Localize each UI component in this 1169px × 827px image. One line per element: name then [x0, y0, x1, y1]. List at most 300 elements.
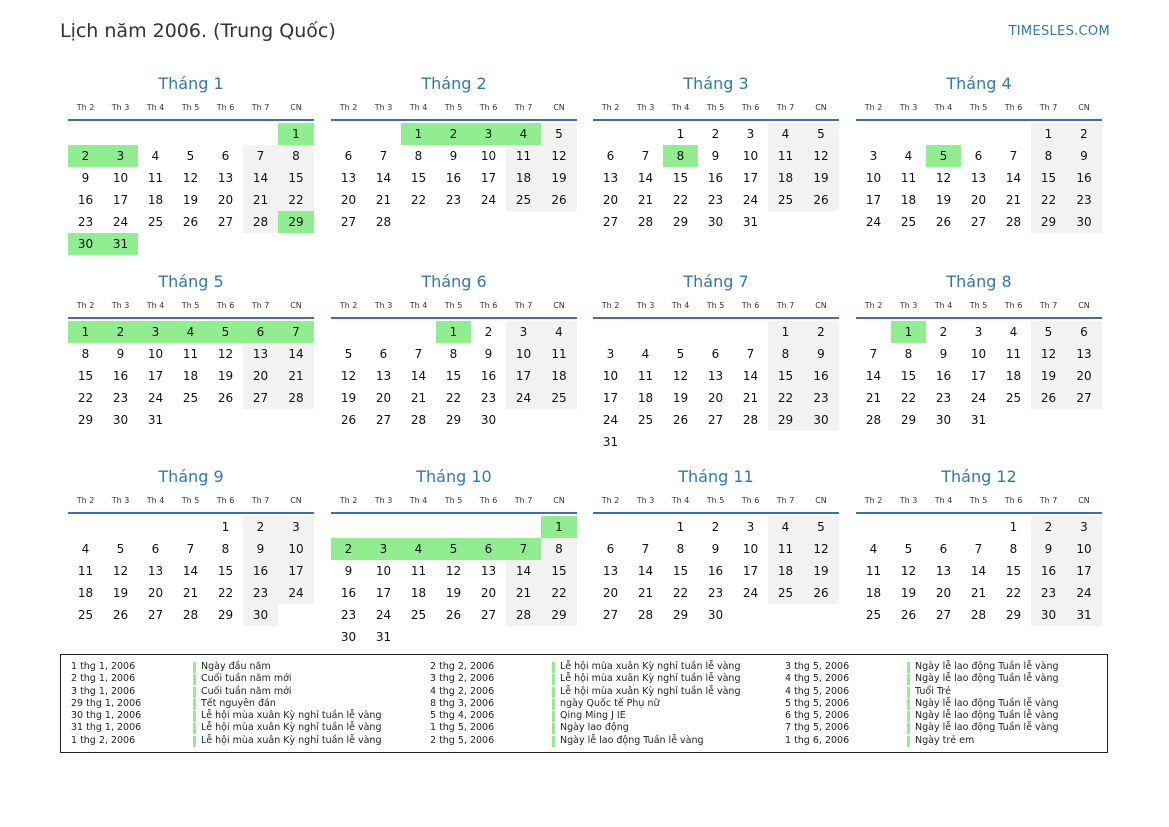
weekday-header [856, 297, 1102, 319]
weekday-label: Th 5 [706, 301, 725, 310]
day-cell: 23 [707, 586, 724, 600]
legend-item [785, 722, 1059, 734]
holiday-marker [193, 736, 196, 747]
empty-day-cell [628, 123, 663, 145]
day-cell: 10 [970, 347, 987, 361]
weekday-label: Th 2 [864, 301, 883, 310]
day-cell: 1 [676, 127, 685, 141]
holiday-marker [552, 674, 555, 685]
day-cell: 8 [81, 347, 90, 361]
weekday-label: Th 4 [409, 496, 428, 505]
day-cell: 13 [707, 369, 724, 383]
day-cell: 7 [869, 347, 878, 361]
day-cell: 11 [900, 171, 917, 185]
weekday-label: CN [290, 103, 302, 112]
day-cell: 17 [375, 586, 392, 600]
holiday-marker [552, 662, 555, 673]
day-cell: 18 [768, 167, 803, 189]
day-cell: 7 [746, 347, 755, 361]
week-row [68, 538, 314, 560]
day-cell: 23 [1031, 582, 1066, 604]
week-row [593, 365, 839, 387]
day-cell: 1 [68, 321, 103, 343]
day-cell: 8 [1031, 145, 1066, 167]
day-cell: 8 [449, 347, 458, 361]
legend-column [71, 661, 381, 747]
weekday-label: Th 7 [1039, 496, 1058, 505]
empty-day-cell [803, 604, 839, 626]
day-cell: 20 [147, 586, 164, 600]
weekday-label: CN [1078, 496, 1090, 505]
weekday-label: Th 3 [374, 496, 393, 505]
legend-item [785, 735, 1059, 747]
holiday-marker [193, 674, 196, 685]
day-cell: 18 [410, 586, 427, 600]
empty-day-cell [173, 409, 208, 431]
day-cell: 15 [77, 369, 94, 383]
empty-day-cell [961, 516, 996, 538]
day-cell: 25 [865, 608, 882, 622]
day-cell: 27 [147, 608, 164, 622]
day-cell: 4 [1009, 325, 1018, 339]
day-cell: 10 [742, 149, 759, 163]
holiday-name: Cuối tuần năm mới [201, 673, 292, 685]
day-cell: 13 [935, 564, 952, 578]
empty-day-cell [506, 211, 541, 233]
day-cell: 12 [112, 564, 129, 578]
day-cell: 11 [410, 564, 427, 578]
day-cell: 18 [900, 193, 917, 207]
holiday-date: 6 thg 5, 2006 [785, 710, 850, 722]
weekday-label: Th 7 [514, 496, 533, 505]
day-cell: 23 [112, 391, 129, 405]
day-cell: 9 [711, 149, 720, 163]
holiday-date: 1 thg 2, 2006 [71, 734, 136, 746]
day-cell: 6 [1066, 321, 1102, 343]
day-cell: 25 [77, 608, 94, 622]
day-cell: 10 [278, 538, 314, 560]
day-cell: 29 [672, 608, 689, 622]
day-cell: 15 [1031, 167, 1066, 189]
month-block [593, 73, 839, 233]
day-cell: 19 [935, 193, 952, 207]
holiday-name: Tết nguyên đán [201, 697, 276, 709]
holiday-marker [552, 711, 555, 722]
day-cell: 22 [217, 586, 234, 600]
empty-day-cell [663, 431, 698, 453]
empty-day-cell [401, 211, 436, 233]
weekday-label: Th 4 [671, 103, 690, 112]
weekday-label: Th 5 [444, 496, 463, 505]
month-block [593, 466, 839, 626]
weekday-label: Th 2 [339, 103, 358, 112]
weekday-label: Th 3 [636, 103, 655, 112]
day-cell: 29 [1031, 211, 1066, 233]
holiday-marker [907, 736, 910, 747]
weekday-label: Th 7 [251, 103, 270, 112]
holiday-date: 1 thg 6, 2006 [785, 734, 850, 746]
weekday-label: Th 5 [969, 103, 988, 112]
day-cell: 25 [147, 215, 164, 229]
weekday-label: Th 4 [146, 103, 165, 112]
legend-column [430, 661, 740, 747]
day-cell: 10 [506, 343, 541, 365]
weekday-label: Th 7 [1039, 103, 1058, 112]
day-cell: 23 [77, 215, 94, 229]
holiday-date: 3 thg 2, 2006 [430, 673, 495, 685]
week-row [856, 123, 1102, 145]
week-row [331, 321, 577, 343]
day-cell: 6 [939, 542, 948, 556]
day-cell: 10 [1066, 538, 1102, 560]
day-cell: 16 [340, 586, 357, 600]
month-block [331, 73, 577, 233]
day-cell: 3 [606, 347, 615, 361]
day-cell: 10 [147, 347, 164, 361]
week-row [331, 211, 577, 233]
day-cell: 21 [410, 391, 427, 405]
day-cell: 30 [707, 215, 724, 229]
month-block [856, 466, 1102, 626]
day-cell: 8 [1009, 542, 1018, 556]
day-cell: 15 [410, 171, 427, 185]
day-cell: 22 [278, 189, 314, 211]
day-cell: 13 [1066, 343, 1102, 365]
day-cell: 25 [541, 387, 577, 409]
day-cell: 26 [445, 608, 462, 622]
weekday-label: Th 3 [899, 103, 918, 112]
empty-day-cell [506, 516, 541, 538]
day-cell: 26 [935, 215, 952, 229]
day-cell: 28 [865, 413, 882, 427]
day-cell: 20 [707, 391, 724, 405]
empty-day-cell [401, 626, 436, 648]
month-name: Tháng 5 [158, 272, 224, 291]
weekday-label: Th 2 [76, 103, 95, 112]
week-row [593, 123, 839, 145]
day-cell: 27 [707, 413, 724, 427]
month-name: Tháng 4 [946, 74, 1012, 93]
day-cell: 18 [768, 560, 803, 582]
empty-day-cell [926, 123, 961, 145]
day-cell: 31 [1066, 604, 1102, 626]
day-cell: 6 [243, 321, 278, 343]
weekday-label: Th 4 [934, 496, 953, 505]
holiday-date: 31 thg 1, 2006 [71, 722, 142, 734]
day-cell: 14 [410, 369, 427, 383]
day-cell: 6 [151, 542, 160, 556]
holiday-date: 4 thg 5, 2006 [785, 685, 850, 697]
day-cell: 14 [865, 369, 882, 383]
day-cell: 12 [217, 347, 234, 361]
legend-item [430, 698, 740, 710]
holiday-name: Ngày lễ lao động Tuần lễ vàng [915, 710, 1059, 722]
day-cell: 16 [803, 365, 839, 387]
day-cell: 9 [449, 149, 458, 163]
day-cell: 26 [803, 582, 839, 604]
day-cell: 12 [541, 145, 577, 167]
week-row [68, 604, 314, 626]
day-cell: 23 [935, 391, 952, 405]
legend-item [71, 710, 381, 722]
week-row [331, 343, 577, 365]
day-cell: 30 [803, 409, 839, 431]
empty-day-cell [278, 233, 314, 255]
day-cell: 5 [436, 538, 471, 560]
day-cell: 17 [1066, 560, 1102, 582]
empty-day-cell [401, 516, 436, 538]
empty-day-cell [698, 431, 733, 453]
empty-day-cell [541, 409, 577, 431]
week-row [593, 189, 839, 211]
holiday-name: Tuổi Trẻ [915, 685, 952, 697]
week-row [856, 604, 1102, 626]
brand-link[interactable]: TIMESLES.COM [1008, 24, 1110, 39]
day-cell: 10 [375, 564, 392, 578]
empty-day-cell [891, 123, 926, 145]
holiday-marker [907, 662, 910, 673]
holiday-name: Qing Ming J IE [560, 710, 626, 722]
weekday-label: Th 2 [339, 496, 358, 505]
day-cell: 5 [541, 123, 577, 145]
day-cell: 3 [366, 538, 401, 560]
weekday-label: Th 4 [146, 496, 165, 505]
day-cell: 15 [672, 564, 689, 578]
weekday-label: Th 7 [251, 496, 270, 505]
day-cell: 20 [243, 365, 278, 387]
day-cell: 28 [506, 604, 541, 626]
day-cell: 8 [676, 542, 685, 556]
day-cell: 12 [1031, 343, 1066, 365]
day-cell: 20 [602, 193, 619, 207]
day-cell: 24 [602, 413, 619, 427]
empty-day-cell [733, 321, 768, 343]
weekday-label: Th 6 [1004, 301, 1023, 310]
day-cell: 7 [379, 149, 388, 163]
weekday-label: Th 4 [146, 301, 165, 310]
day-cell: 14 [970, 564, 987, 578]
holiday-date: 4 thg 5, 2006 [785, 673, 850, 685]
empty-day-cell [366, 516, 401, 538]
day-cell: 15 [541, 560, 577, 582]
day-cell: 30 [243, 604, 278, 626]
empty-day-cell [663, 321, 698, 343]
day-cell: 8 [221, 542, 230, 556]
day-cell: 26 [541, 189, 577, 211]
holiday-marker [193, 662, 196, 673]
empty-day-cell [628, 321, 663, 343]
day-cell: 21 [865, 391, 882, 405]
day-cell: 19 [803, 167, 839, 189]
weekday-label: CN [1078, 301, 1090, 310]
legend-item [430, 661, 740, 673]
day-cell: 30 [480, 413, 497, 427]
day-cell: 24 [742, 193, 759, 207]
day-cell: 4 [641, 347, 650, 361]
day-cell: 2 [331, 538, 366, 560]
day-cell: 8 [278, 145, 314, 167]
day-cell: 1 [768, 321, 803, 343]
day-cell: 6 [974, 149, 983, 163]
day-cell: 15 [278, 167, 314, 189]
day-cell: 4 [173, 321, 208, 343]
holiday-name: Ngày lễ lao động Tuần lễ vàng [915, 722, 1059, 734]
day-cell: 19 [182, 193, 199, 207]
holiday-date: 3 thg 1, 2006 [71, 685, 136, 697]
day-cell: 14 [1005, 171, 1022, 185]
day-cell: 16 [935, 369, 952, 383]
week-row [331, 145, 577, 167]
empty-day-cell [208, 123, 243, 145]
day-cell: 23 [1066, 189, 1102, 211]
month-name: Tháng 3 [683, 74, 749, 93]
day-cell: 21 [278, 365, 314, 387]
day-cell: 1 [541, 516, 577, 538]
day-cell: 15 [768, 365, 803, 387]
week-row [856, 211, 1102, 233]
empty-day-cell [103, 123, 138, 145]
day-cell: 30 [1066, 211, 1102, 233]
day-cell: 20 [217, 193, 234, 207]
legend-item [71, 673, 381, 685]
day-cell: 30 [340, 630, 357, 644]
day-cell: 1 [891, 321, 926, 343]
empty-day-cell [768, 604, 803, 626]
weekday-label: Th 5 [181, 496, 200, 505]
day-cell: 17 [147, 369, 164, 383]
weekday-label: Th 6 [1004, 103, 1023, 112]
day-cell: 11 [541, 343, 577, 365]
weekday-label: Th 7 [776, 301, 795, 310]
week-row [856, 582, 1102, 604]
weekday-label: Th 3 [636, 301, 655, 310]
week-row [331, 626, 577, 648]
day-cell: 18 [1005, 369, 1022, 383]
holiday-legend [60, 654, 1108, 753]
empty-day-cell [68, 123, 103, 145]
holiday-marker [552, 723, 555, 734]
day-cell: 31 [147, 413, 164, 427]
holiday-marker [193, 699, 196, 710]
day-cell: 9 [1031, 538, 1066, 560]
holiday-date: 4 thg 2, 2006 [430, 685, 495, 697]
week-row [68, 343, 314, 365]
holiday-name: Ngày đầu năm [201, 661, 271, 672]
legend-column [785, 661, 1059, 747]
day-cell: 9 [803, 343, 839, 365]
empty-day-cell [541, 211, 577, 233]
day-cell: 7 [1009, 149, 1018, 163]
weekday-label: Th 4 [934, 301, 953, 310]
day-cell: 16 [445, 171, 462, 185]
day-cell: 18 [147, 193, 164, 207]
holiday-marker [552, 699, 555, 710]
weekday-label: Th 5 [444, 301, 463, 310]
day-cell: 28 [970, 608, 987, 622]
day-cell: 11 [506, 145, 541, 167]
day-cell: 5 [803, 123, 839, 145]
day-cell: 5 [803, 516, 839, 538]
day-cell: 11 [182, 347, 199, 361]
week-row [593, 604, 839, 626]
day-cell: 11 [768, 538, 803, 560]
holiday-date: 5 thg 5, 2006 [785, 697, 850, 709]
day-cell: 27 [480, 608, 497, 622]
week-row [68, 189, 314, 211]
day-cell: 4 [151, 149, 160, 163]
week-row [593, 582, 839, 604]
day-cell: 30 [68, 233, 103, 255]
weekday-label: Th 6 [741, 496, 760, 505]
day-cell: 22 [541, 582, 577, 604]
week-row [593, 321, 839, 343]
day-cell: 13 [602, 171, 619, 185]
holiday-name: ngày Quốc tế Phụ nữ [560, 697, 660, 709]
day-cell: 26 [803, 189, 839, 211]
weekday-label: CN [290, 301, 302, 310]
holiday-name: Ngày trẻ em [915, 734, 975, 746]
day-cell: 26 [112, 608, 129, 622]
empty-day-cell [436, 626, 471, 648]
day-cell: 29 [445, 413, 462, 427]
empty-day-cell [173, 516, 208, 538]
month-name: Tháng 10 [416, 467, 492, 486]
day-cell: 10 [112, 171, 129, 185]
month-name: Tháng 12 [941, 467, 1017, 486]
month-block [68, 73, 314, 255]
day-cell: 15 [672, 171, 689, 185]
day-cell: 16 [480, 369, 497, 383]
empty-day-cell [698, 321, 733, 343]
holiday-date: 5 thg 4, 2006 [430, 710, 495, 722]
day-cell: 23 [480, 391, 497, 405]
day-cell: 13 [375, 369, 392, 383]
month-name: Tháng 2 [421, 74, 487, 93]
day-cell: 6 [606, 149, 615, 163]
weekday-label: Th 4 [671, 301, 690, 310]
weekday-label: Th 6 [741, 103, 760, 112]
weekday-label: Th 7 [776, 103, 795, 112]
weekday-label: Th 2 [864, 103, 883, 112]
day-cell: 24 [1066, 582, 1102, 604]
day-cell: 29 [768, 409, 803, 431]
empty-day-cell [1066, 409, 1102, 431]
empty-day-cell [138, 233, 173, 255]
legend-item [71, 698, 381, 710]
weekday-label: Th 5 [181, 301, 200, 310]
day-cell: 31 [103, 233, 138, 255]
legend-item [785, 686, 1059, 698]
weekday-label: Th 5 [706, 496, 725, 505]
week-row [593, 560, 839, 582]
weekday-label: Th 7 [776, 496, 795, 505]
day-cell: 21 [637, 193, 654, 207]
day-cell: 28 [243, 211, 278, 233]
day-cell: 1 [221, 520, 230, 534]
week-row [68, 211, 314, 233]
weekday-label: Th 3 [111, 496, 130, 505]
day-cell: 6 [471, 538, 506, 560]
day-cell: 20 [970, 193, 987, 207]
week-row [331, 387, 577, 409]
empty-day-cell [243, 233, 278, 255]
day-cell: 27 [375, 413, 392, 427]
day-cell: 27 [340, 215, 357, 229]
day-cell: 10 [742, 542, 759, 556]
day-cell: 25 [410, 608, 427, 622]
day-cell: 3 [471, 123, 506, 145]
weekday-label: Th 7 [514, 103, 533, 112]
